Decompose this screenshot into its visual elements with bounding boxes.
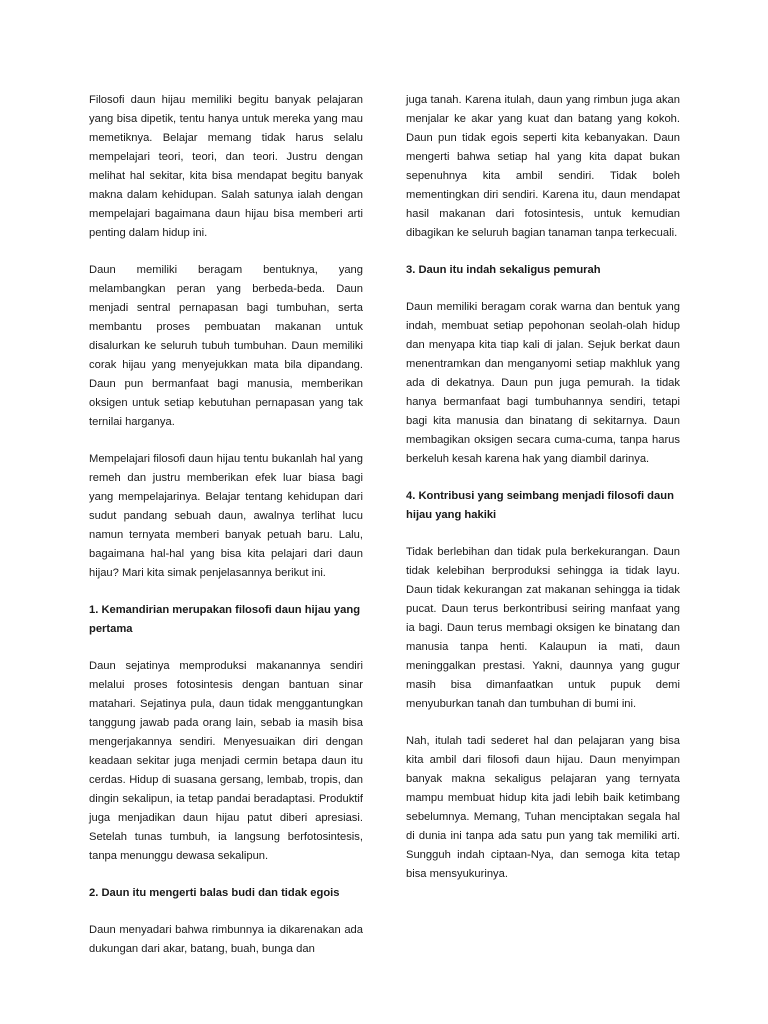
right-column xyxy=(406,91,680,902)
heading-indah-pemurah: 3. Daun itu indah sekaligus pemurah xyxy=(406,264,601,276)
paragraph-mempelajari-filosofi: Mempelajari filosofi daun hijau tentu bukanlah hal yang remeh dan justru memberikan efek luar biasa bagi yang mempelajarinya. Belajar tentang kehidupan dari sudut pandang sebuah daun, awalnya terlihat lucu namun ternyata memberi banyak petuah baru. Lalu, bagaimana hal-hal yang bisa kita pelajari dari daun hijau? Mari kita simak penjelasannya berikut ini. xyxy=(89,453,363,579)
paragraph-daun-bentuk: Daun memiliki beragam bentuknya, yang melambangkan peran yang berbeda-beda. Daun menjadi sentral pernapasan bagi tumbuhan, serta membantu proses pembuatan makanan untuk disalurkan ke seluruh tubuh tumbuhan. Daun memiliki corak hijau yang menyejukkan mata bila dipandang. Daun pun bermanfaat bagi manusia, memberikan oksigen untuk setiap kebutuhan pernapasan yang tak ternilai harganya. xyxy=(89,264,363,428)
left-column xyxy=(89,91,363,977)
paragraph-kontribusi-seimbang: Tidak berlebihan dan tidak pula berkekurangan. Daun tidak kelebihan berproduksi sehingga ia tidak layu. Daun tidak kekurangan zat makanan sehingga ia tidak pucat. Daun terus berkontribusi seiring manfaat yang ia bagi. Daun terus membagi oksigen ke binatang dan manusia tanpa henti. Kalaupun ia mati, daun meninggalkan prestasi. Yakni, daunnya yang gugur masih bisa dimanfaatkan untuk pupuk demi menyuburkan tanah dan tumbuhan di bumi ini. xyxy=(406,546,680,710)
heading-balas-budi: 2. Daun itu mengerti balas budi dan tidak egois xyxy=(89,887,340,899)
paragraph-balas-budi-continued: juga tanah. Karena itulah, daun yang rimbun juga akan menjalar ke akar yang kuat dan batang yang kokoh. Daun pun tidak egois seperti kita kebanyakan. Daun mengerti bahwa setiap hal yang kita dapat bukan sepenuhnya kita ambil sendiri. Tidak boleh mementingkan diri sendiri. Karena itu, daun mendapat hasil makanan dari fotosintesis, untuk kemudian dibagikan ke seluruh bagian tanaman tanpa terkecuali. xyxy=(406,94,680,239)
paragraph-kemandirian: Daun sejatinya memproduksi makanannya sendiri melalui proses fotosintesis dengan bantuan sinar matahari. Sejatinya pula, daun tidak menggantungkan tanggung jawab pada orang lain, sebab ia masih bisa mengerjakannya sendiri. Menyesuaikan diri dengan keadaan sekitar juga menjadi cermin betapa daun itu cerdas. Hidup di suasana gersang, lembab, tropis, dan dingin sekalipun, ia tetap pandai beradaptasi. Produktif juga menjadikan daun hijau patut diberi apresiasi. Setelah tunas tumbuh, ia langsung berfotosintesis, tanpa menunggu dewasa sekalipun. xyxy=(89,660,363,862)
paragraph-indah-pemurah: Daun memiliki beragam corak warna dan bentuk yang indah, membuat setiap pepohonan seolah-olah hidup dan menyapa kita tiap kali di jalan. Sejuk berkat daun menentramkan dan menganyomi setiap makhluk yang ada di dekatnya. Daun pun juga pemurah. Ia tidak hanya bermanfaat bagi tumbuhannya sendiri, tetapi bagi kita manusia dan binatang di sekitarnya. Daun membagikan oksigen secara cuma-cuma, tanpa harus berkeluh kesah karena hak yang diambil darinya. xyxy=(406,301,680,465)
paragraph-balas-budi-start: Daun menyadari bahwa rimbunnya ia dikarenakan ada dukungan dari akar, batang, buah, bunga dan xyxy=(89,924,363,955)
heading-kontribusi-seimbang: 4. Kontribusi yang seimbang menjadi filosofi daun hijau yang hakiki xyxy=(406,490,674,521)
heading-kemandirian: 1. Kemandirian merupakan filosofi daun hijau yang pertama xyxy=(89,604,361,635)
paragraph-penutup: Nah, itulah tadi sederet hal dan pelajaran yang bisa kita ambil dari filosofi daun hijau. Daun menyimpan banyak makna sekaligus pelajaran yang ternyata mampu membuat hidup kita jadi lebih baik ketimbang sebelumnya. Memang, Tuhan menciptakan segala hal di dunia ini tanpa ada satu pun yang tak memiliki arti. Sungguh indah ciptaan-Nya, dan semoga kita tetap bisa mensyukurinya. xyxy=(406,735,680,880)
paragraph-intro: Filosofi daun hijau memiliki begitu banyak pelajaran yang bisa dipetik, tentu hanya untuk mereka yang mau memetiknya. Belajar memang tidak harus selalu mempelajari teori, teori, dan teori. Justru dengan melihat hal sekitar, kita bisa mendapat begitu banyak makna dalam kehidupan. Salah satunya ialah dengan mempelajari bagaimana daun hijau bisa memberi arti penting dalam hidup ini. xyxy=(89,94,363,239)
